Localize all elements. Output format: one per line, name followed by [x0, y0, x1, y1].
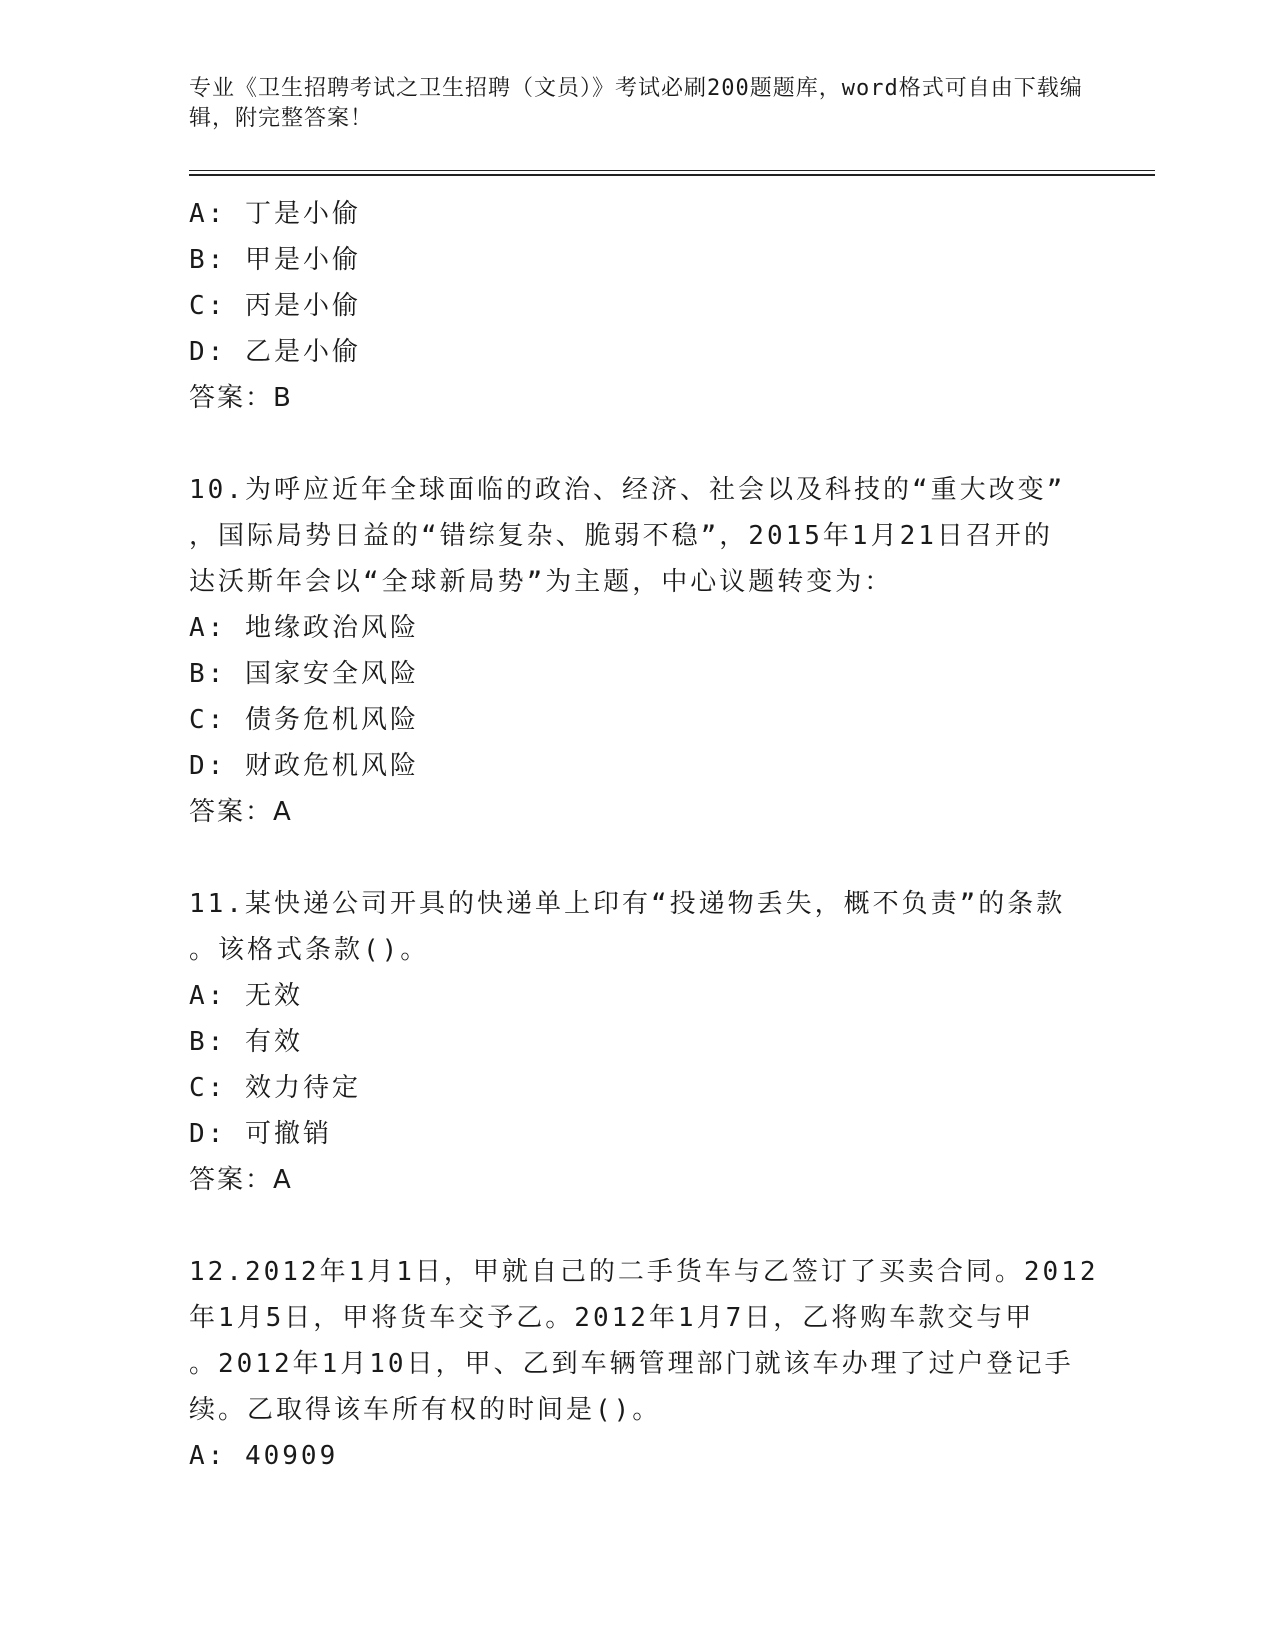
option-a: A: 丁是小偷 — [189, 199, 361, 229]
question-text-line: 11.某快递公司开具的快递单上印有“投递物丢失，概不负责”的条款 — [189, 889, 1066, 919]
question-text-line: 续。乙取得该车所有权的时间是()。 — [189, 1395, 662, 1425]
option-b: B: 国家安全风险 — [189, 659, 419, 689]
question-text-line: ，国际局势日益的“错综复杂、脆弱不稳”，2015年1月21日召开的 — [189, 521, 1053, 551]
option-d: D: 乙是小偷 — [189, 337, 361, 367]
question-text-line: 年1月5日，甲将货车交予乙。2012年1月7日，乙将购车款交与甲 — [189, 1303, 1035, 1333]
option-b: B: 甲是小偷 — [189, 245, 361, 275]
answer: 答案：A — [189, 1165, 293, 1195]
option-a: A: 无效 — [189, 981, 303, 1011]
page-header-title: 专业《卫生招聘考试之卫生招聘（文员）》考试必刷200题题库，word格式可自由下载编辑，附完整答案！ — [189, 76, 1083, 131]
option-a: A: 地缘政治风险 — [189, 613, 419, 643]
option-b: B: 有效 — [189, 1027, 303, 1057]
question-text-line: 10.为呼应近年全球面临的政治、经济、社会以及科技的“重大改变” — [189, 475, 1066, 505]
header-divider-thin — [189, 170, 1155, 171]
header-divider-thick — [189, 174, 1155, 176]
question-text-line: 。2012年1月10日，甲、乙到车辆管理部门就该车办理了过户登记手 — [189, 1349, 1074, 1379]
option-d: D: 可撤销 — [189, 1119, 332, 1149]
answer: 答案：A — [189, 797, 293, 827]
option-a: A: 40909 — [189, 1441, 339, 1471]
question-text-line: 。该格式条款()。 — [189, 935, 430, 965]
question-12 — [189, 1249, 1099, 1479]
question-text-line: 达沃斯年会以“全球新局势”为主题，中心议题转变为： — [189, 567, 894, 597]
question-10 — [189, 467, 1089, 835]
question-9-continued — [189, 191, 1089, 421]
question-11 — [189, 881, 1089, 1203]
answer: 答案：B — [189, 383, 293, 413]
option-d: D: 财政危机风险 — [189, 751, 419, 781]
question-text-line: 12.2012年1月1日，甲就自己的二手货车与乙签订了买卖合同。2012 — [189, 1257, 1099, 1287]
option-c: C: 丙是小偷 — [189, 291, 361, 321]
option-c: C: 债务危机风险 — [189, 705, 419, 735]
question-list — [189, 191, 1099, 1479]
option-c: C: 效力待定 — [189, 1073, 361, 1103]
